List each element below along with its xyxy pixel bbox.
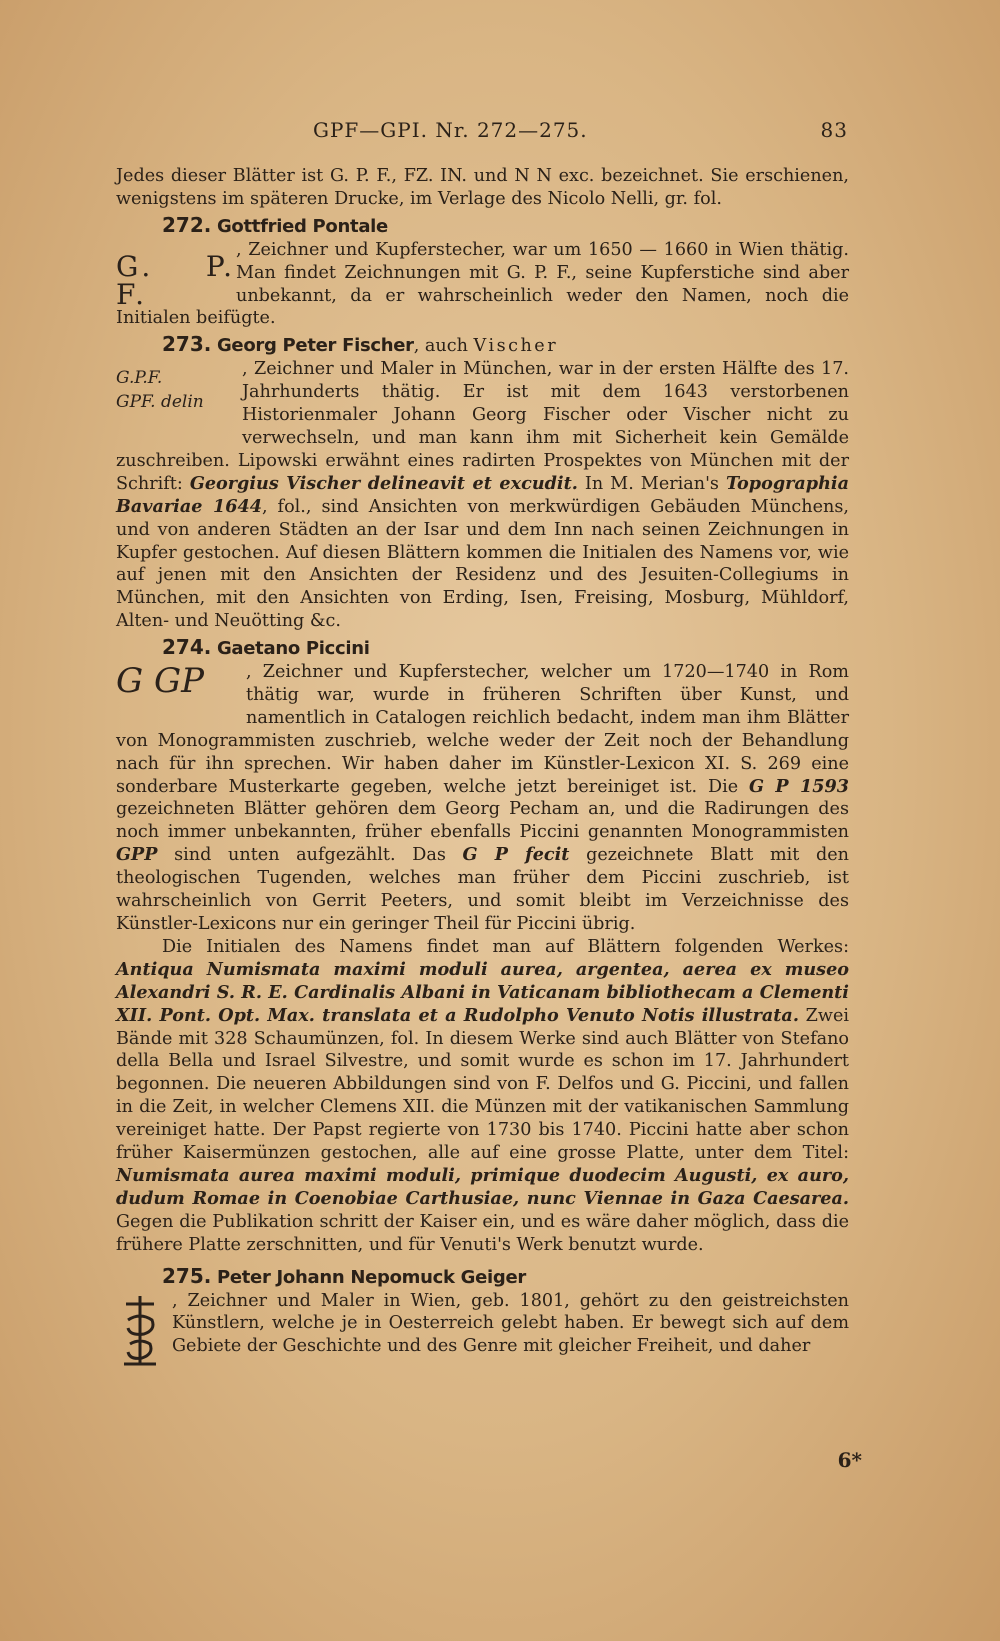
entry-274-heading [116, 636, 849, 661]
mark-gp-1593: G P 1593 [748, 775, 849, 797]
monogram-gpf: G. P. F. [116, 249, 236, 311]
entry-273 [116, 333, 849, 633]
monogram-line-1: G.P.F. [116, 368, 163, 389]
monogram-gpf-delin [116, 358, 242, 436]
inscription: Georgius Vischer delineavit et excudit. [189, 472, 578, 494]
mark-gp-fecit: G P fecit [462, 844, 570, 866]
artist-name: Gaetano Piccini [216, 638, 370, 660]
signature-mark: 6* [837, 1448, 862, 1472]
entry-275-heading [116, 1265, 849, 1290]
entry-text: , auch [413, 336, 474, 357]
artist-name: Peter Johann Nepomuck Geiger [216, 1266, 526, 1288]
entry-text: Die Initialen des Namens findet man auf Blättern folgenden Werkes: [162, 936, 849, 957]
entry-text: , Zeichner und Kupferstecher, welcher um 1720—1740 in Rom thätig war, wurde in früheren Schriften über Kunst, und namentlich in Catalogen reichlich bedacht, indem man ihm Blätter von Monogrammisten zuschrieb, welche weder der Zeit noch der Behandlung nach für ihn sprechen. Wir haben daher im Künstler-Lexicon XI. S. 269 eine sonderbare Musterkarte gegeben, welche jetzt bereiniget ist. Die [116, 662, 849, 797]
text-block [116, 165, 849, 1378]
artist-name: Gottfried Pontale [216, 215, 388, 237]
entry-text: gezeichnete Blatt mit den theologischen Tugenden, welches man früher dem Piccini zuschrieb, ist wahrscheinlich von Gerrit Peeters, und somit bleibt im Verzeichnisse des Künstler-Lexicons nur ein geringer Theil für Piccini übrig. [116, 845, 849, 934]
work-title: Antiqua Numismata maximi moduli aurea, argentea, aerea ex museo Alexandri S. R. E. Cardinalis Albani in Vaticanam bibliothecam a Clementi XII. Pont. Opt. Max. translata et a Rudolpho Venuto Notis illustrata. [116, 958, 849, 1026]
entry-text: , fol., sind Ansichten von merkwürdigen Gebäuden Münchens, und von anderen Städten an der Isar und dem Inn nach seinen Zeichnungen in Kupfer gestochen. Auf diesen Blättern kommen die Initialen des Namens vor, wie auf jenen mit den Ansichten der Residenz und des Jesuiten-Collegiums in München, mit den Ansichten von Erding, Isen, Freising, Mosburg, Mühldorf, Alten- und Neuötting &c. [116, 496, 849, 632]
ligature-glyph [116, 1290, 164, 1370]
entry-273-heading [116, 333, 849, 358]
entry-text: gezeichneten Blätter gehören dem Georg Pecham an, und die Radirungen des noch immer unbekannten, früher ebenfalls Piccini genannten Monogrammisten [116, 799, 849, 843]
page-number: 83 [820, 118, 848, 142]
entry-275 [116, 1265, 849, 1359]
entry-272-heading [116, 214, 849, 239]
entry-text: sind unten aufgezählt. Das [157, 845, 463, 866]
running-title: GPF—GPI. Nr. 272—275. [313, 118, 588, 142]
plate-title: Numismata aurea maximi moduli, primique duodecim Augusti, ex auro, dudum Romae in Coenobiae Carthusiae, nunc Viennae in Gaza Caesarea. [116, 1164, 849, 1209]
entry-274-paragraph-2 [116, 936, 849, 1257]
entry-number: 273. [162, 332, 212, 357]
book-title: Topographia Bavariae 1644 [116, 472, 849, 517]
entry-272-text: , Zeichner und Kupferstecher, war um 1650 — 1660 in Wien thätig. Man findet Zeichnungen mit G. P. F., seine Kupferstiche sind aber unbekannt, da er wahrscheinlich weder den Namen, noch die Initialen beifügte. [116, 239, 849, 329]
entry-number: 274. [162, 635, 212, 660]
monogram-script-gp: G GP [116, 661, 205, 702]
entry-number: 275. [162, 1263, 212, 1288]
entry-text: In M. Merian's [577, 473, 726, 494]
entry-number: 272. [162, 212, 212, 237]
monogram-line-2: GPF. delin [116, 392, 204, 413]
intro-paragraph: Jedes dieser Blätter ist G. P. F., FZ. IN. und N N exc. bezeichnet. Sie erschienen, wenigstens im späteren Drucke, im Verlage des Nicolo Nelli, gr. fol. [116, 166, 849, 209]
entry-272 [116, 214, 849, 331]
running-head [118, 118, 848, 148]
entry-275-text: , Zeichner und Maler in Wien, geb. 1801, gehört zu den geistreichsten Künstlern, welche je in Oesterreich gelebt haben. Er bewegt sich auf dem Gebiete der Geschichte und des Genre mit gleicher Freiheit, und daher [172, 1290, 849, 1357]
entry-text: Gegen die Publikation schritt der Kaiser ein, und es wäre daher möglich, dass die frühere Platte zerschnitten, und für Venuti's Werk benutzt wurde. [116, 1211, 849, 1255]
entry-274 [116, 636, 849, 1256]
alias-name: Vischer [473, 336, 559, 357]
entry-text: , Zeichner und Maler in München, war in der ersten Hälfte des 17. Jahrhunderts thätig. Er ist mit dem 1643 verstorbenen Historienmaler Johann Georg Fischer oder Vischer nicht zu verwechseln, und man kann ihm mit Sicherheit kein Gemälde zuschreiben. Lipowski erwähnt eines radirten Prospektes von München mit der Schrift: [116, 359, 849, 494]
artist-name: Georg Peter Fischer [216, 335, 414, 357]
entry-text: Zwei Bände mit 328 Schaumünzen, fol. In diesem Werke sind auch Blätter von Stefano della Bella und Israel Silvestre, und somit wurde es schon im 17. Jahrhundert begonnen. Die neueren Abbildungen sind von F. Delfos und G. Piccini, und fallen in die Zeit, in welcher Clemens XII. die Münzen mit der vatikanischen Sammlung vereiniget hatte. Der Papst regierte von 1730 bis 1740. Piccini hatte aber schon früher Kaisermünzen gestochen, alle auf eine grosse Platte, unter dem Titel: [116, 1005, 850, 1164]
mark-gpp: GPP [116, 844, 158, 866]
monogram-pg-ligature [116, 1290, 172, 1378]
